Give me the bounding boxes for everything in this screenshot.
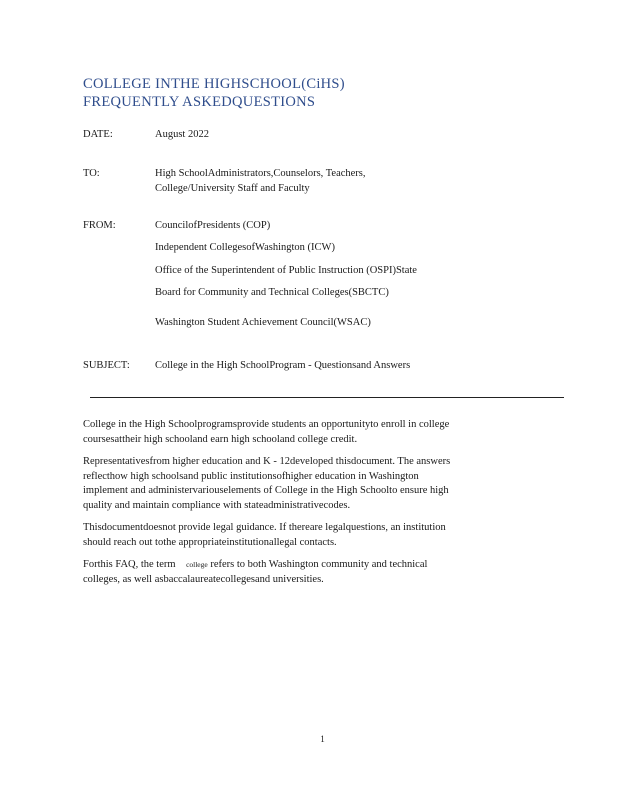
paragraph-line: Representativesfrom higher education and K - 12developed thisdocument. The answers [83,456,451,467]
from-wsac: Washington Student Achievement Council(WSAC) [155,317,371,328]
paragraph-line: Thisdocumentdoesnot provide legal guidance. If thereare legalquestions, an institution [83,522,446,533]
from-icw: Independent CollegesofWashington (ICW) [155,242,335,253]
date-value: August 2022 [155,129,209,140]
paragraph-line: quality and maintain compliance with stateadministrativecodes. [83,499,351,511]
subject-label: SUBJECT: [83,360,130,371]
paragraph-line: College in the High Schoolprogramsprovide students an opportunityto enroll in college [83,419,450,430]
to-label: TO: [83,168,100,179]
paragraph-line: reflecthow high schoolsand public institutionsofhigher education in Washington [83,470,419,482]
header-divider [90,397,564,398]
from-sbctc: Board for Community and Technical Colleges(SBCTC) [155,287,389,298]
paragraph-line: should reach out tothe appropriateinstitutionallegal contacts. [83,536,337,548]
paragraph-legal [83,521,533,550]
page-number: 1 [320,734,325,744]
paragraph-line: colleges, as well asbaccalaureatecollegesand universities. [83,573,324,585]
paragraph-intro [83,418,533,447]
term-rest: refers to both Washington community and technical [207,559,428,570]
paragraph-representatives [83,455,533,513]
term-college: college [186,560,208,569]
paragraph-faq-term [83,558,533,587]
from-cop: CouncilofPresidents (COP) [155,220,271,231]
subject-value: College in the High SchoolProgram - Questionsand Answers [155,360,411,371]
date-label: DATE: [83,129,113,140]
paragraph-line [83,558,533,573]
term-intro: Forthis FAQ, the term [83,559,176,570]
document-title-line1: COLLEGE INTHE HIGHSCHOOL(CiHS) [83,76,345,92]
from-label: FROM: [83,220,116,231]
to-recipients-line2: College/University Staff and Faculty [155,183,310,194]
to-recipients-line1: High SchoolAdministrators,Counselors, Teachers, [155,168,366,179]
document-title-line2: FREQUENTLY ASKEDQUESTIONS [83,94,316,110]
from-ospi: Office of the Superintendent of Public Instruction (OSPI)State [155,265,417,276]
paragraph-line: implement and administervariouselements of College in the High Schoolto ensure high [83,485,449,496]
paragraph-line: coursesattheir high schooland earn high schooland college credit. [83,433,358,445]
